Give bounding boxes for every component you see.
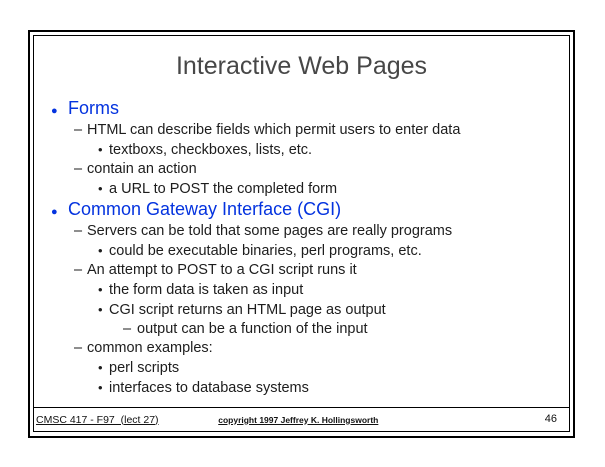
bullet-text: Servers can be told that some pages are really programs xyxy=(87,223,453,239)
bullet-text: An attempt to POST to a CGI script runs it xyxy=(87,262,357,278)
small-bullet-icon: • xyxy=(98,243,103,258)
small-bullet-icon: • xyxy=(98,282,103,297)
bullet-item-level-1 xyxy=(34,98,569,121)
bullet-item-level-4 xyxy=(34,320,569,339)
bullet-text: perl scripts xyxy=(109,360,180,376)
dash-bullet-icon: – xyxy=(74,161,83,177)
bullet-text: HTML can describe fields which permit users to enter data xyxy=(87,122,461,138)
bullet-item-level-3 xyxy=(34,280,569,300)
bullet-text: textboxs, checkboxes, lists, etc. xyxy=(109,142,313,158)
bullet-item-level-2 xyxy=(34,121,569,140)
small-bullet-icon: • xyxy=(98,181,103,196)
dash-bullet-icon: – xyxy=(74,122,83,138)
bullet-item-level-1 xyxy=(34,199,569,222)
bullet-item-level-2 xyxy=(34,261,569,280)
bullet-list xyxy=(34,98,569,398)
bullet-text: could be executable binaries, perl programs, etc. xyxy=(109,243,422,259)
bullet-text: interfaces to database systems xyxy=(109,380,309,396)
bullet-item-level-3 xyxy=(34,179,569,199)
slide-footer xyxy=(34,407,569,431)
bullet-text: Common Gateway Interface (CGI) xyxy=(68,199,342,219)
dash-bullet-icon: – xyxy=(74,340,83,356)
bullet-text: a URL to POST the completed form xyxy=(109,181,338,197)
slide-inner-border xyxy=(33,35,570,432)
bullet-text: CGI script returns an HTML page as output xyxy=(109,302,386,318)
bullet-item-level-3 xyxy=(34,140,569,160)
bullet-item-level-3 xyxy=(34,358,569,378)
bullet-item-level-3 xyxy=(34,378,569,398)
dash-bullet-icon: – xyxy=(123,321,132,337)
small-bullet-icon: • xyxy=(98,302,103,317)
bullet-item-level-3 xyxy=(34,241,569,261)
filled-bullet-icon: ● xyxy=(51,206,58,218)
bullet-text: contain an action xyxy=(87,161,197,177)
bullet-text: the form data is taken as input xyxy=(109,282,304,298)
bullet-item-level-2 xyxy=(34,339,569,358)
slide-content xyxy=(34,36,569,407)
bullet-item-level-2 xyxy=(34,222,569,241)
bullet-text: common examples: xyxy=(87,340,213,356)
footer-course-label: CMSC 417 - F97 (lect 27) xyxy=(36,413,159,426)
dash-bullet-icon: – xyxy=(74,223,83,239)
small-bullet-icon: • xyxy=(98,360,103,375)
footer-page-number: 46 xyxy=(544,412,557,425)
slide-title: Interactive Web Pages xyxy=(175,52,428,80)
bullet-text: output can be a function of the input xyxy=(137,321,368,337)
filled-bullet-icon: ● xyxy=(51,105,58,117)
slide-outer-border xyxy=(28,30,575,438)
bullet-item-level-2 xyxy=(34,160,569,179)
bullet-item-level-3 xyxy=(34,300,569,320)
small-bullet-icon: • xyxy=(98,380,103,395)
bullet-text: Forms xyxy=(68,98,119,118)
footer-copyright: copyright 1997 Jeffrey K. Hollingsworth xyxy=(218,414,379,425)
small-bullet-icon: • xyxy=(98,142,103,157)
dash-bullet-icon: – xyxy=(74,262,83,278)
